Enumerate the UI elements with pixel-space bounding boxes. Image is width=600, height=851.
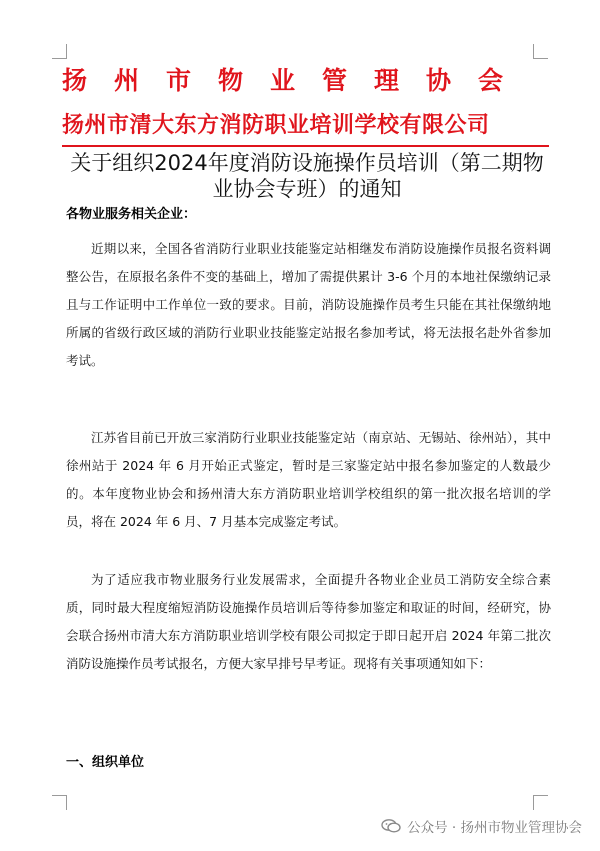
wechat-icon [381, 819, 401, 833]
section-heading: 一、组织单位 [66, 755, 145, 770]
salutation: 各物业服务相关企业： [66, 207, 197, 222]
crop-mark-bottom-right [533, 795, 548, 810]
body-paragraph: 近期以来，全国各省消防行业职业技能鉴定站相继发布消防设施操作员报名资料调整公告，在原报名条件不变的基础上，增加了需提供累计 3-6 个月的本地社保缴纳记录且与工作证明中工作单位一致的要求。目前，消防设施操作员考生只能在其社保缴纳地所属的省级行政区域的消防行业职业技能鉴定站报名参加考试，将无法报名赴外省参加考试。 [66, 241, 551, 368]
crop-mark-top-left [52, 44, 67, 59]
body-paragraph: 为了适应我市物业服务行业发展需求，全面提升各物业企业员工消防安全综合素质，同时最大程度缩短消防设施操作员培训后等待参加鉴定和取证的时间，经研究，协会联合扬州市清大东方消防职业培训学校有限公司拟定于即日起开启 2024 年第二批次消防设施操作员考试报名，方便大家早排号早考证。现将有关事项通知如下： [66, 572, 551, 671]
red-header-divider [62, 145, 549, 147]
body-paragraph: 江苏省目前已开放三家消防行业职业技能鉴定站（南京站、无锡站、徐州站），其中徐州站于 2024 年 6 月开始正式鉴定，暂时是三家鉴定站中报名参加鉴定的人数最少的。本年度物业协会和扬州清大东方消防职业培训学校组织的第一批次报名培训的学员，将在 2024 年 6 月、7 月基本完成鉴定考试。 [66, 430, 551, 529]
watermark-text: 公众号 · 扬州市物业管理协会 [407, 820, 582, 836]
issuer-name-2: 扬州市清大东方消防职业培训学校有限公司 [62, 112, 490, 138]
issuer-name-1: 扬州市物业管理协会 [62, 66, 531, 95]
crop-mark-bottom-left [52, 795, 67, 810]
document-title: 关于组织2024年度消防设施操作员培训（第二期物业协会专班）的通知 [70, 151, 544, 201]
crop-mark-top-right [533, 44, 548, 59]
watermark [381, 816, 582, 836]
